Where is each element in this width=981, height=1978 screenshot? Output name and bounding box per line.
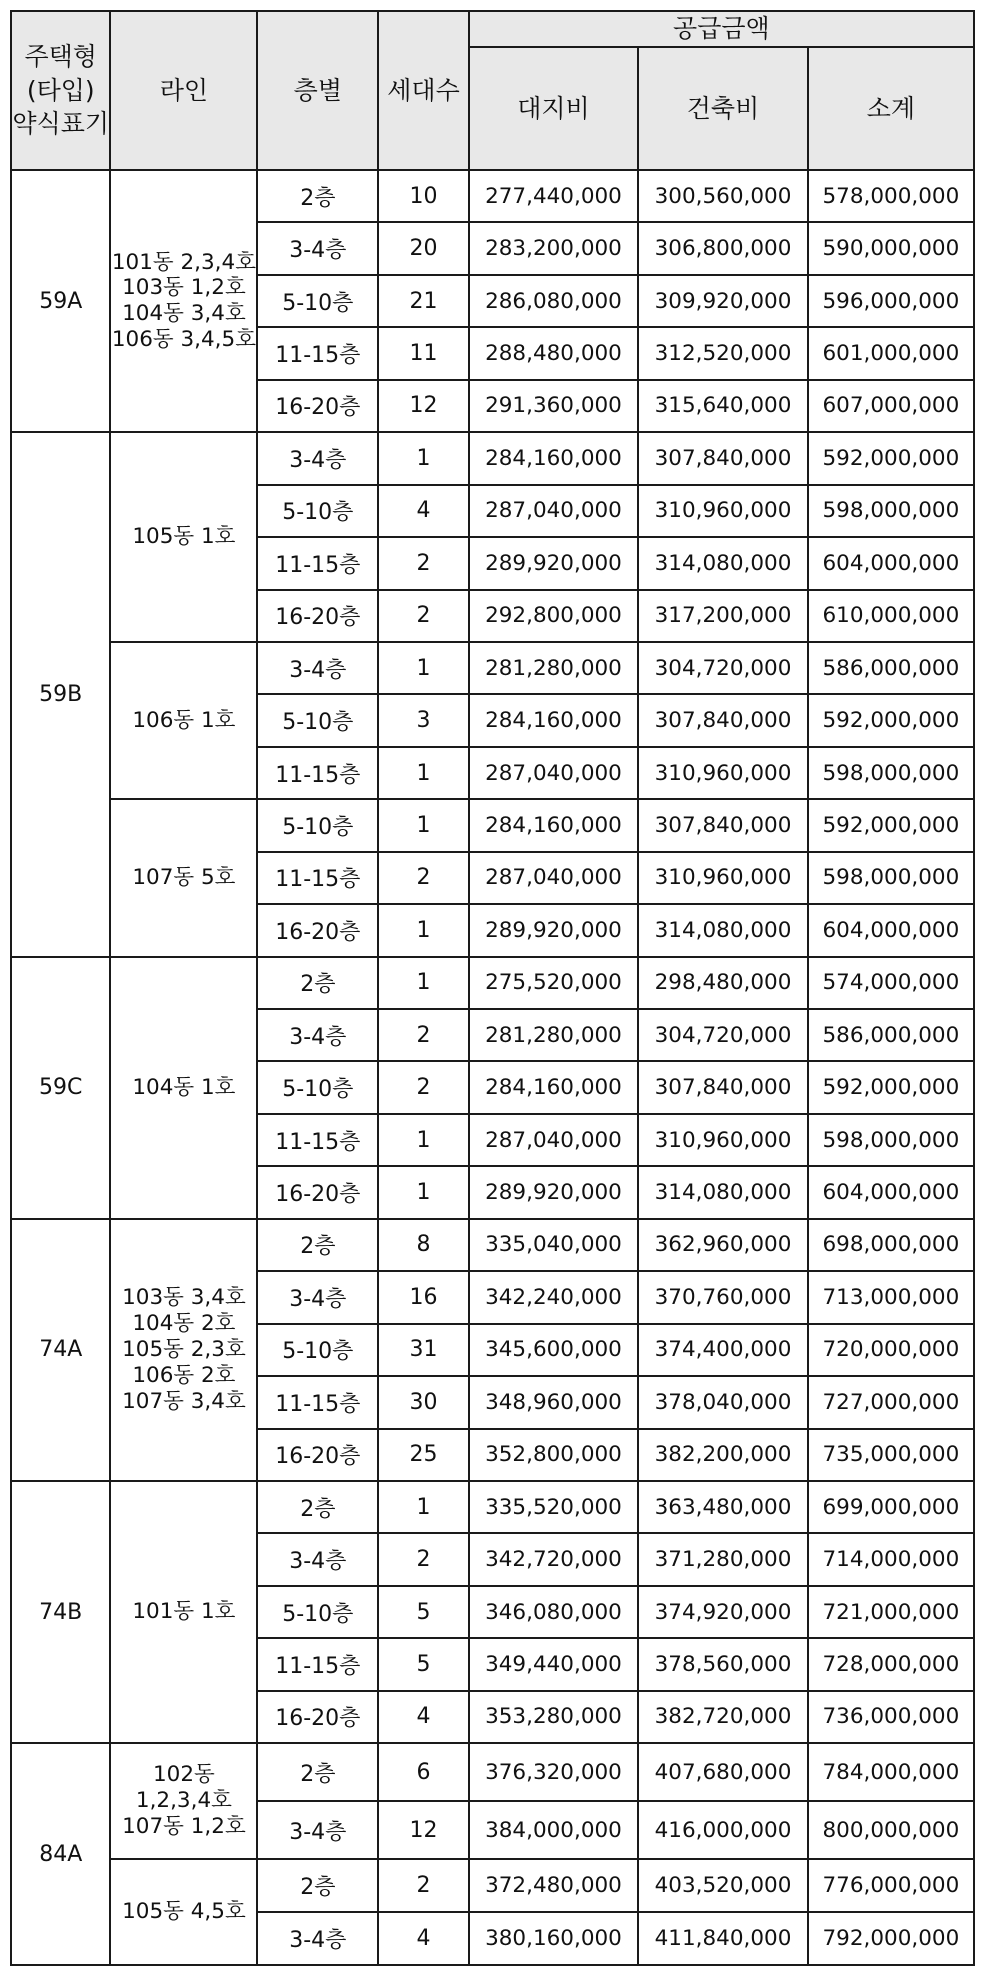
floor-cell: 5-10층 (257, 1061, 378, 1113)
subtotal-cell: 713,000,000 (808, 1271, 974, 1323)
units-cell: 2 (378, 852, 468, 904)
floor-cell: 3-4층 (257, 1533, 378, 1585)
building-cost-cell: 312,520,000 (638, 327, 808, 379)
land-cost-cell: 335,040,000 (469, 1219, 639, 1271)
subtotal-cell: 792,000,000 (808, 1912, 974, 1965)
subtotal-cell: 735,000,000 (808, 1429, 974, 1481)
subtotal-cell: 607,000,000 (808, 380, 974, 432)
floor-cell: 5-10층 (257, 275, 378, 327)
units-cell: 4 (378, 1912, 468, 1965)
land-cost-cell: 372,480,000 (469, 1859, 639, 1912)
building-cost-cell: 307,840,000 (638, 432, 808, 484)
line-cell: 104동 1호 (110, 957, 257, 1219)
floor-cell: 16-20층 (257, 1166, 378, 1218)
units-cell: 2 (378, 1533, 468, 1585)
land-cost-cell: 348,960,000 (469, 1376, 639, 1428)
subtotal-cell: 601,000,000 (808, 327, 974, 379)
units-cell: 31 (378, 1324, 468, 1376)
header-floor: 층별 (257, 11, 378, 170)
table-row (11, 1859, 974, 1912)
building-cost-cell: 378,560,000 (638, 1638, 808, 1690)
subtotal-cell: 586,000,000 (808, 1009, 974, 1061)
subtotal-cell: 728,000,000 (808, 1638, 974, 1690)
header-units: 세대수 (378, 11, 468, 170)
floor-cell: 5-10층 (257, 485, 378, 537)
subtotal-cell: 784,000,000 (808, 1743, 974, 1801)
building-cost-cell: 362,960,000 (638, 1219, 808, 1271)
building-cost-cell: 304,720,000 (638, 1009, 808, 1061)
land-cost-cell: 289,920,000 (469, 537, 639, 589)
table-row (11, 642, 974, 694)
housing-type-cell: 74A (11, 1219, 110, 1481)
floor-cell: 16-20층 (257, 590, 378, 642)
floor-cell: 11-15층 (257, 747, 378, 799)
land-cost-cell: 281,280,000 (469, 642, 639, 694)
floor-cell: 5-10층 (257, 1324, 378, 1376)
building-cost-cell: 371,280,000 (638, 1533, 808, 1585)
building-cost-cell: 298,480,000 (638, 957, 808, 1009)
units-cell: 1 (378, 957, 468, 1009)
units-cell: 8 (378, 1219, 468, 1271)
building-cost-cell: 310,960,000 (638, 852, 808, 904)
floor-cell: 11-15층 (257, 852, 378, 904)
floor-cell: 11-15층 (257, 327, 378, 379)
subtotal-cell: 720,000,000 (808, 1324, 974, 1376)
line-cell: 107동 5호 (110, 799, 257, 956)
building-cost-cell: 411,840,000 (638, 1912, 808, 1965)
floor-cell: 11-15층 (257, 1376, 378, 1428)
units-cell: 3 (378, 694, 468, 746)
land-cost-cell: 287,040,000 (469, 852, 639, 904)
units-cell: 12 (378, 1801, 468, 1859)
subtotal-cell: 578,000,000 (808, 170, 974, 222)
units-cell: 25 (378, 1429, 468, 1481)
table-row (11, 799, 974, 851)
units-cell: 21 (378, 275, 468, 327)
units-cell: 5 (378, 1586, 468, 1638)
floor-cell: 3-4층 (257, 222, 378, 274)
housing-type-cell: 59B (11, 432, 110, 956)
floor-cell: 11-15층 (257, 1638, 378, 1690)
table-row (11, 957, 974, 1009)
line-cell: 101동 1호 (110, 1481, 257, 1743)
building-cost-cell: 300,560,000 (638, 170, 808, 222)
subtotal-cell: 698,000,000 (808, 1219, 974, 1271)
building-cost-cell: 382,720,000 (638, 1691, 808, 1743)
units-cell: 5 (378, 1638, 468, 1690)
table-row (11, 1743, 974, 1801)
building-cost-cell: 307,840,000 (638, 694, 808, 746)
line-cell: 103동 3,4호 104동 2호 105동 2,3호 106동 2호 107동 3,4호 (110, 1219, 257, 1481)
header-land-cost: 대지비 (469, 47, 639, 170)
units-cell: 1 (378, 799, 468, 851)
building-cost-cell: 374,920,000 (638, 1586, 808, 1638)
land-cost-cell: 284,160,000 (469, 799, 639, 851)
floor-cell: 3-4층 (257, 432, 378, 484)
table-row (11, 170, 974, 222)
building-cost-cell: 378,040,000 (638, 1376, 808, 1428)
header-line: 라인 (110, 11, 257, 170)
subtotal-cell: 604,000,000 (808, 904, 974, 956)
land-cost-cell: 342,240,000 (469, 1271, 639, 1323)
land-cost-cell: 275,520,000 (469, 957, 639, 1009)
header-subtotal: 소계 (808, 47, 974, 170)
header-building-cost: 건축비 (638, 47, 808, 170)
floor-cell: 16-20층 (257, 380, 378, 432)
units-cell: 20 (378, 222, 468, 274)
land-cost-cell: 289,920,000 (469, 1166, 639, 1218)
land-cost-cell: 288,480,000 (469, 327, 639, 379)
floor-cell: 2층 (257, 1859, 378, 1912)
subtotal-cell: 610,000,000 (808, 590, 974, 642)
subtotal-cell: 714,000,000 (808, 1533, 974, 1585)
land-cost-cell: 277,440,000 (469, 170, 639, 222)
units-cell: 4 (378, 1691, 468, 1743)
building-cost-cell: 407,680,000 (638, 1743, 808, 1801)
land-cost-cell: 286,080,000 (469, 275, 639, 327)
housing-type-cell: 84A (11, 1743, 110, 1965)
units-cell: 1 (378, 1481, 468, 1533)
subtotal-cell: 776,000,000 (808, 1859, 974, 1912)
land-cost-cell: 283,200,000 (469, 222, 639, 274)
building-cost-cell: 309,920,000 (638, 275, 808, 327)
land-cost-cell: 380,160,000 (469, 1912, 639, 1965)
subtotal-cell: 590,000,000 (808, 222, 974, 274)
floor-cell: 2층 (257, 1481, 378, 1533)
header-supply-amount: 공급금액 (469, 11, 974, 47)
building-cost-cell: 310,960,000 (638, 485, 808, 537)
building-cost-cell: 370,760,000 (638, 1271, 808, 1323)
line-cell: 101동 2,3,4호 103동 1,2호 104동 3,4호 106동 3,4,5호 (110, 170, 257, 432)
land-cost-cell: 335,520,000 (469, 1481, 639, 1533)
subtotal-cell: 727,000,000 (808, 1376, 974, 1428)
floor-cell: 16-20층 (257, 1691, 378, 1743)
subtotal-cell: 574,000,000 (808, 957, 974, 1009)
building-cost-cell: 315,640,000 (638, 380, 808, 432)
land-cost-cell: 284,160,000 (469, 694, 639, 746)
land-cost-cell: 345,600,000 (469, 1324, 639, 1376)
units-cell: 16 (378, 1271, 468, 1323)
subtotal-cell: 598,000,000 (808, 1114, 974, 1166)
building-cost-cell: 314,080,000 (638, 1166, 808, 1218)
units-cell: 4 (378, 485, 468, 537)
floor-cell: 16-20층 (257, 904, 378, 956)
table-row (11, 1219, 974, 1271)
building-cost-cell: 307,840,000 (638, 799, 808, 851)
units-cell: 10 (378, 170, 468, 222)
subtotal-cell: 592,000,000 (808, 1061, 974, 1113)
subtotal-cell: 736,000,000 (808, 1691, 974, 1743)
units-cell: 1 (378, 904, 468, 956)
building-cost-cell: 304,720,000 (638, 642, 808, 694)
line-cell: 105동 1호 (110, 432, 257, 642)
table-header (11, 11, 974, 170)
building-cost-cell: 374,400,000 (638, 1324, 808, 1376)
floor-cell: 16-20층 (257, 1429, 378, 1481)
floor-cell: 3-4층 (257, 642, 378, 694)
units-cell: 11 (378, 327, 468, 379)
units-cell: 2 (378, 590, 468, 642)
building-cost-cell: 403,520,000 (638, 1859, 808, 1912)
table-row (11, 432, 974, 484)
building-cost-cell: 306,800,000 (638, 222, 808, 274)
land-cost-cell: 352,800,000 (469, 1429, 639, 1481)
housing-type-cell: 74B (11, 1481, 110, 1743)
subtotal-cell: 598,000,000 (808, 485, 974, 537)
floor-cell: 5-10층 (257, 799, 378, 851)
subtotal-cell: 596,000,000 (808, 275, 974, 327)
subtotal-cell: 800,000,000 (808, 1801, 974, 1859)
units-cell: 1 (378, 432, 468, 484)
subtotal-cell: 604,000,000 (808, 1166, 974, 1218)
building-cost-cell: 382,200,000 (638, 1429, 808, 1481)
floor-cell: 3-4층 (257, 1801, 378, 1859)
floor-cell: 5-10층 (257, 694, 378, 746)
land-cost-cell: 376,320,000 (469, 1743, 639, 1801)
units-cell: 12 (378, 380, 468, 432)
floor-cell: 3-4층 (257, 1271, 378, 1323)
subtotal-cell: 592,000,000 (808, 799, 974, 851)
floor-cell: 5-10층 (257, 1586, 378, 1638)
units-cell: 1 (378, 747, 468, 799)
land-cost-cell: 346,080,000 (469, 1586, 639, 1638)
subtotal-cell: 721,000,000 (808, 1586, 974, 1638)
subtotal-cell: 586,000,000 (808, 642, 974, 694)
land-cost-cell: 284,160,000 (469, 432, 639, 484)
units-cell: 2 (378, 1061, 468, 1113)
building-cost-cell: 310,960,000 (638, 747, 808, 799)
floor-cell: 11-15층 (257, 1114, 378, 1166)
units-cell: 2 (378, 1009, 468, 1061)
housing-type-cell: 59A (11, 170, 110, 432)
units-cell: 2 (378, 1859, 468, 1912)
subtotal-cell: 598,000,000 (808, 852, 974, 904)
units-cell: 6 (378, 1743, 468, 1801)
units-cell: 1 (378, 1166, 468, 1218)
land-cost-cell: 353,280,000 (469, 1691, 639, 1743)
land-cost-cell: 289,920,000 (469, 904, 639, 956)
floor-cell: 3-4층 (257, 1912, 378, 1965)
land-cost-cell: 349,440,000 (469, 1638, 639, 1690)
floor-cell: 3-4층 (257, 1009, 378, 1061)
floor-cell: 11-15층 (257, 537, 378, 589)
building-cost-cell: 314,080,000 (638, 904, 808, 956)
floor-cell: 2층 (257, 1743, 378, 1801)
building-cost-cell: 363,480,000 (638, 1481, 808, 1533)
land-cost-cell: 284,160,000 (469, 1061, 639, 1113)
subtotal-cell: 592,000,000 (808, 432, 974, 484)
building-cost-cell: 310,960,000 (638, 1114, 808, 1166)
subtotal-cell: 592,000,000 (808, 694, 974, 746)
subtotal-cell: 604,000,000 (808, 537, 974, 589)
supply-price-table (10, 10, 975, 1966)
land-cost-cell: 287,040,000 (469, 1114, 639, 1166)
floor-cell: 2층 (257, 957, 378, 1009)
floor-cell: 2층 (257, 170, 378, 222)
building-cost-cell: 317,200,000 (638, 590, 808, 642)
land-cost-cell: 342,720,000 (469, 1533, 639, 1585)
land-cost-cell: 291,360,000 (469, 380, 639, 432)
housing-type-cell: 59C (11, 957, 110, 1219)
header-housing-type: 주택형 (타입) 약식표기 (11, 11, 110, 170)
units-cell: 1 (378, 1114, 468, 1166)
subtotal-cell: 699,000,000 (808, 1481, 974, 1533)
building-cost-cell: 307,840,000 (638, 1061, 808, 1113)
table-body (11, 170, 974, 1965)
units-cell: 2 (378, 537, 468, 589)
floor-cell: 2층 (257, 1219, 378, 1271)
line-cell: 105동 4,5호 (110, 1859, 257, 1965)
building-cost-cell: 416,000,000 (638, 1801, 808, 1859)
land-cost-cell: 281,280,000 (469, 1009, 639, 1061)
subtotal-cell: 598,000,000 (808, 747, 974, 799)
line-cell: 106동 1호 (110, 642, 257, 799)
land-cost-cell: 287,040,000 (469, 485, 639, 537)
line-cell: 102동 1,2,3,4호 107동 1,2호 (110, 1743, 257, 1859)
land-cost-cell: 287,040,000 (469, 747, 639, 799)
units-cell: 1 (378, 642, 468, 694)
units-cell: 30 (378, 1376, 468, 1428)
building-cost-cell: 314,080,000 (638, 537, 808, 589)
table-row (11, 1481, 974, 1533)
land-cost-cell: 384,000,000 (469, 1801, 639, 1859)
land-cost-cell: 292,800,000 (469, 590, 639, 642)
